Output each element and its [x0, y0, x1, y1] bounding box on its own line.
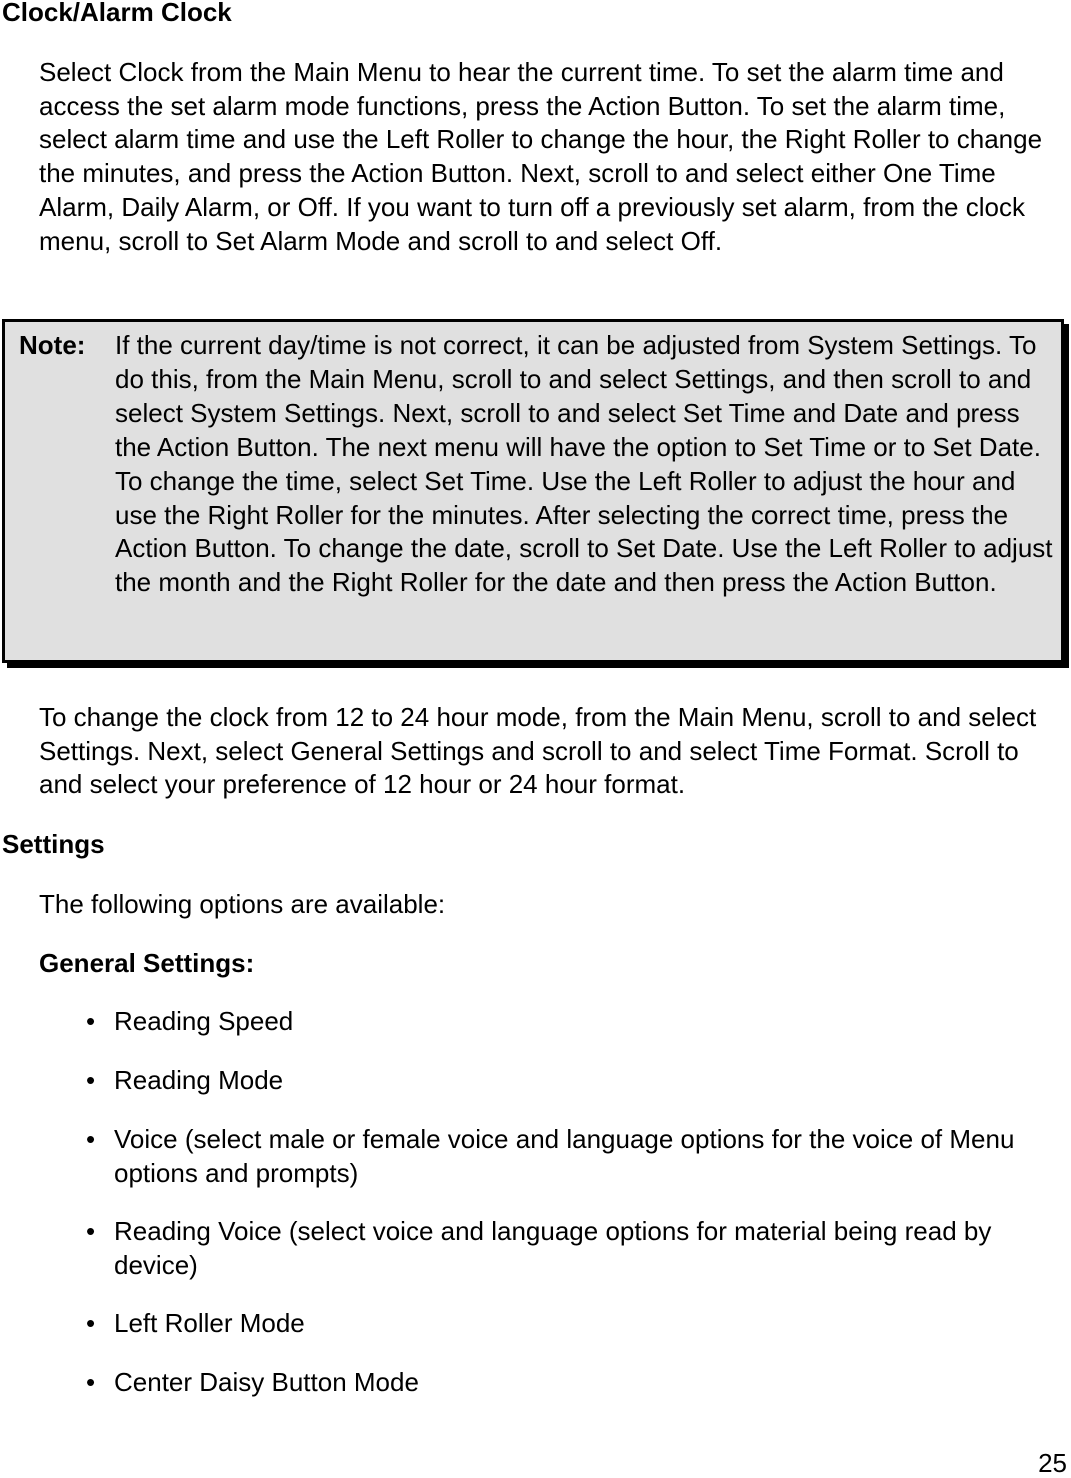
list-item-text: Voice (select male or female voice and language options for the voice of Menu options and prompts) [114, 1124, 1015, 1188]
general-settings-subheading: General Settings: [39, 948, 255, 978]
list-item-text: Left Roller Mode [114, 1308, 305, 1338]
bullet-icon: • [86, 1216, 96, 1246]
note-text: If the current day/time is not correct, it can be adjusted from System Settings. To do this, from the Main Menu, scroll to and select Settings, and then scroll to and select System Settings. Next, scroll to and select Set Time and Date and press the Action Button. The next menu will have the option to Set Time or to Set Date. To change the time, select Set Time. Use the Left Roller to adjust the hour and use the Right Roller for the minutes. After selecting the correct time, press the Action Button. To change the date, scroll to Set Date. Use the Left Roller to adjust the month and the Right Roller for the date and then press the Action Button. [115, 330, 1053, 598]
bullet-icon: • [86, 1308, 96, 1338]
note-box [2, 319, 1064, 663]
note-label: Note: [19, 330, 86, 360]
time-format-paragraph: To change the clock from 12 to 24 hour mode, from the Main Menu, scroll to and select Settings. Next, select General Settings and scroll to and select Time Format. Scroll to and select your preference of 12 hour or 24 hour format. [39, 702, 1037, 800]
clock-paragraph: Select Clock from the Main Menu to hear the current time. To set the alarm time and access the set alarm mode functions, press the Action Button. To set the alarm time, select alarm time and use the Left Roller to change the hour, the Right Roller to change the minutes, and press the Action Button. Next, scroll to and select either One Time Alarm, Daily Alarm, or Off. If you want to turn off a previously set alarm, from the clock menu, scroll to Set Alarm Mode and scroll to and select Off. [39, 57, 1043, 256]
bullet-icon: • [86, 1124, 96, 1154]
settings-intro: The following options are available: [39, 889, 446, 919]
list-item-text: Reading Voice (select voice and language options for material being read by device) [114, 1216, 992, 1280]
page-number: 25 [1038, 1448, 1067, 1478]
list-item-text: Reading Mode [114, 1065, 284, 1095]
bullet-icon: • [86, 1367, 96, 1397]
section-heading-clock: Clock/Alarm Clock [2, 0, 232, 27]
list-item-text: Reading Speed [114, 1006, 294, 1036]
section-heading-settings: Settings [2, 829, 105, 859]
bullet-icon: • [86, 1065, 96, 1095]
list-item-text: Center Daisy Button Mode [114, 1367, 419, 1397]
bullet-icon: • [86, 1006, 96, 1036]
